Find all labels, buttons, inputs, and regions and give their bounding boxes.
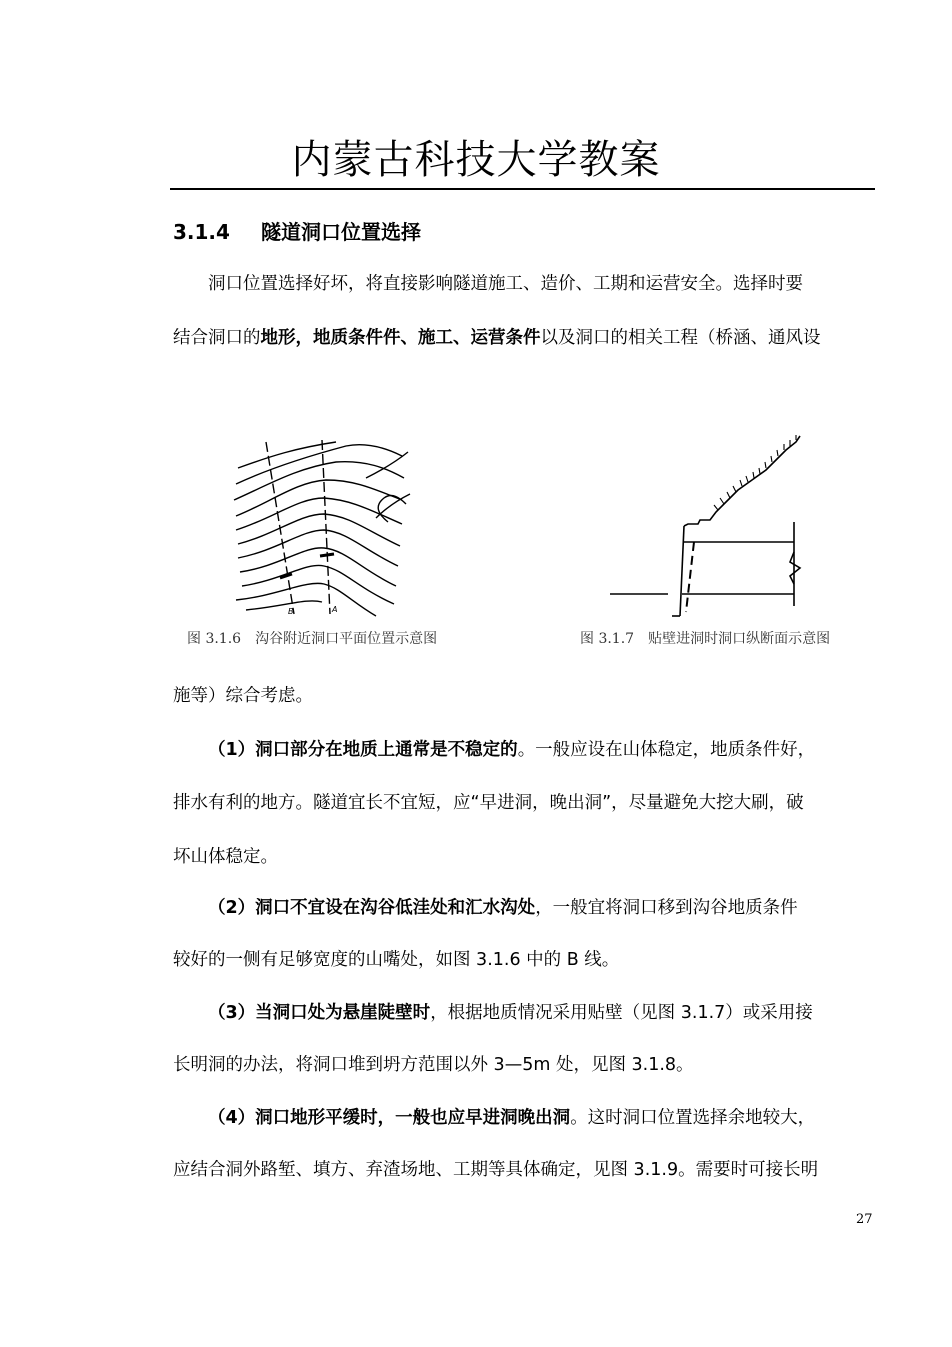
- section-heading: [173, 216, 421, 245]
- point-1-line-3: 坏山体稳定。: [173, 847, 278, 867]
- figure-caption-3-1-6: 图 3.1.6 沟谷附近洞口平面位置示意图: [187, 631, 438, 647]
- header-title: 内蒙古科技大学教案: [291, 137, 661, 183]
- point-4-line-2: 应结合洞外路堑、填方、弃渣场地、工期等具体确定，见图 3.1.9。需要时可接长明: [173, 1160, 819, 1180]
- figure-cliff-profile: [606, 428, 812, 618]
- point-1-line-1: [173, 738, 910, 762]
- point-4-bold: （4）洞口地形平缓时，一般也应早进洞晚出洞: [208, 1108, 571, 1128]
- point-1-line-2: 排水有利的地方。隧道宜长不宜短，应“早进洞，晚出洞”，尽量避免大挖大刷，破: [173, 793, 804, 813]
- point-4-text: 。这时洞口位置选择余地较大，: [570, 1108, 816, 1128]
- point-2-line-2: 较好的一侧有足够宽度的山嘴处，如图 3.1.6 中的 B 线。: [173, 950, 620, 970]
- header-rule: [170, 188, 875, 190]
- figure-contour-map: [226, 438, 412, 618]
- point-3-bold: （3）当洞口处为悬崖陡壁时: [208, 1003, 431, 1023]
- section-number: 3.1.4: [173, 220, 230, 244]
- intro-line-2-bold: 地形，地质条件件、施工、运营条件: [260, 328, 541, 348]
- point-2-line-1: [173, 896, 910, 920]
- point-3-text: ，根据地质情况采用贴壁（见图 3.1.7）或采用接: [430, 1003, 813, 1023]
- figure-label-a: A: [332, 605, 338, 614]
- point-4-line-1: [173, 1106, 910, 1130]
- figure-label-b: B: [288, 607, 294, 616]
- point-3-line-2: 长明洞的办法，将洞口堆到坍方范围以外 3—5m 处，见图 3.1.8。: [173, 1055, 694, 1075]
- section-title: 隧道洞口位置选择: [261, 220, 421, 244]
- intro-line-3: 施等）综合考虑。: [173, 686, 313, 706]
- point-3-line-1: [173, 1001, 910, 1025]
- figure-caption-3-1-7: 图 3.1.7 贴壁进洞时洞口纵断面示意图: [580, 631, 831, 647]
- point-2-text: ，一般宜将洞口移到沟谷地质条件: [535, 898, 798, 918]
- intro-line-2-post: 以及洞口的相关工程（桥涵、通风设: [540, 328, 821, 348]
- intro-line-1: 洞口位置选择好坏，将直接影响隧道施工、造价、工期和运营安全。选择时要: [208, 274, 803, 294]
- point-2-bold: （2）洞口不宜设在沟谷低洼处和汇水沟处: [208, 898, 536, 918]
- intro-line-2: [173, 326, 875, 350]
- intro-line-2-pre: 结合洞口的: [173, 328, 261, 348]
- page-number: 27: [856, 1212, 873, 1227]
- point-1-bold: （1）洞口部分在地质上通常是不稳定的: [208, 740, 518, 760]
- point-1-text: 。一般应设在山体稳定，地质条件好，: [517, 740, 816, 760]
